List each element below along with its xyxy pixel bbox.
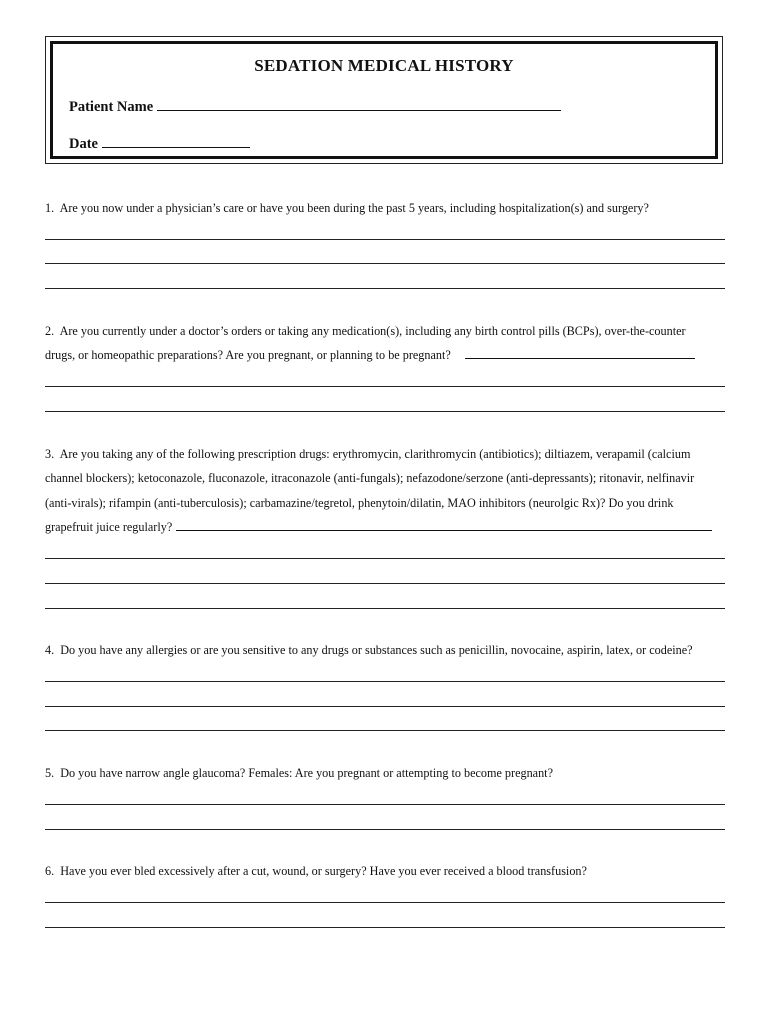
question-2-line-2 — [45, 348, 695, 362]
answer-line[interactable] — [45, 902, 725, 903]
date-blank[interactable] — [102, 133, 250, 148]
answer-line[interactable] — [45, 706, 725, 707]
question-text-line: Do you have narrow angle glaucoma? Females: Are you pregnant or attempting to become pregnant? — [60, 766, 553, 780]
patient-name-label: Patient Name — [69, 99, 154, 115]
answer-line[interactable] — [45, 558, 725, 559]
question-text-line: drugs, or homeopathic preparations? Are you pregnant, or planning to be pregnant? — [45, 348, 451, 362]
question-number: 1. — [45, 201, 55, 215]
answer-line[interactable] — [45, 239, 725, 240]
question-text-line: Are you now under a physician’s care or have you been during the past 5 years, including hospitalization(s) and surgery? — [59, 201, 649, 215]
question-text-line: Are you taking any of the following prescription drugs: erythromycin, clarithromycin (antibiotics); diltiazem, verapamil (calcium — [59, 447, 691, 461]
question-number: 3. — [45, 447, 55, 461]
date-label: Date — [69, 136, 98, 152]
answer-line[interactable] — [45, 730, 725, 731]
question-3-line-2 — [45, 471, 694, 485]
question-4 — [45, 643, 693, 657]
question-6 — [45, 864, 587, 878]
answer-line[interactable] — [45, 411, 725, 412]
question-3 — [45, 447, 690, 461]
answer-line[interactable] — [45, 829, 725, 830]
answer-line[interactable] — [45, 608, 725, 609]
form-title: SEDATION MEDICAL HISTORY — [254, 56, 514, 75]
patient-name-field[interactable] — [69, 96, 561, 116]
form-header-inner-border — [50, 41, 718, 159]
question-number: 6. — [45, 864, 55, 878]
question-3-line-3 — [45, 496, 674, 510]
question-text-line: channel blockers); ketoconazole, fluconazole, itraconazole (anti-fungals); nefazodone/serzone (anti-depressants); ritonavir, nelfinavir — [45, 471, 695, 485]
question-2 — [45, 324, 686, 338]
question-text-line: (anti-virals); rifampin (anti-tuberculosis); carbamazine/tegretol, phenytoin/dilatin, MAO inhibitors (neurolgic Rx)? Do you drink — [45, 496, 674, 510]
answer-line[interactable] — [45, 263, 725, 264]
answer-line[interactable] — [45, 386, 725, 387]
answer-line[interactable] — [45, 583, 725, 584]
question-number: 4. — [45, 643, 55, 657]
date-field[interactable] — [69, 133, 250, 153]
answer-blank-inline[interactable] — [176, 520, 712, 531]
question-5 — [45, 766, 553, 780]
answer-line[interactable] — [45, 288, 725, 289]
question-number: 5. — [45, 766, 55, 780]
question-text-line: Do you have any allergies or are you sensitive to any drugs or substances such as penicillin, novocaine, aspirin, latex, or codeine? — [60, 643, 693, 657]
form-header-box — [45, 36, 723, 164]
question-text-line: grapefruit juice regularly? — [45, 520, 173, 534]
question-3-line-4 — [45, 520, 712, 534]
question-number: 2. — [45, 324, 55, 338]
answer-blank-inline[interactable] — [465, 348, 695, 359]
answer-line[interactable] — [45, 681, 725, 682]
question-text-line: Are you currently under a doctor’s orders or taking any medication(s), including any birth control pills (BCPs), over-the-counter — [59, 324, 686, 338]
answer-line[interactable] — [45, 927, 725, 928]
answer-line[interactable] — [45, 804, 725, 805]
patient-name-blank[interactable] — [157, 96, 561, 111]
question-text-line: Have you ever bled excessively after a cut, wound, or surgery? Have you ever received a blood transfusion? — [60, 864, 587, 878]
question-1 — [45, 201, 649, 215]
